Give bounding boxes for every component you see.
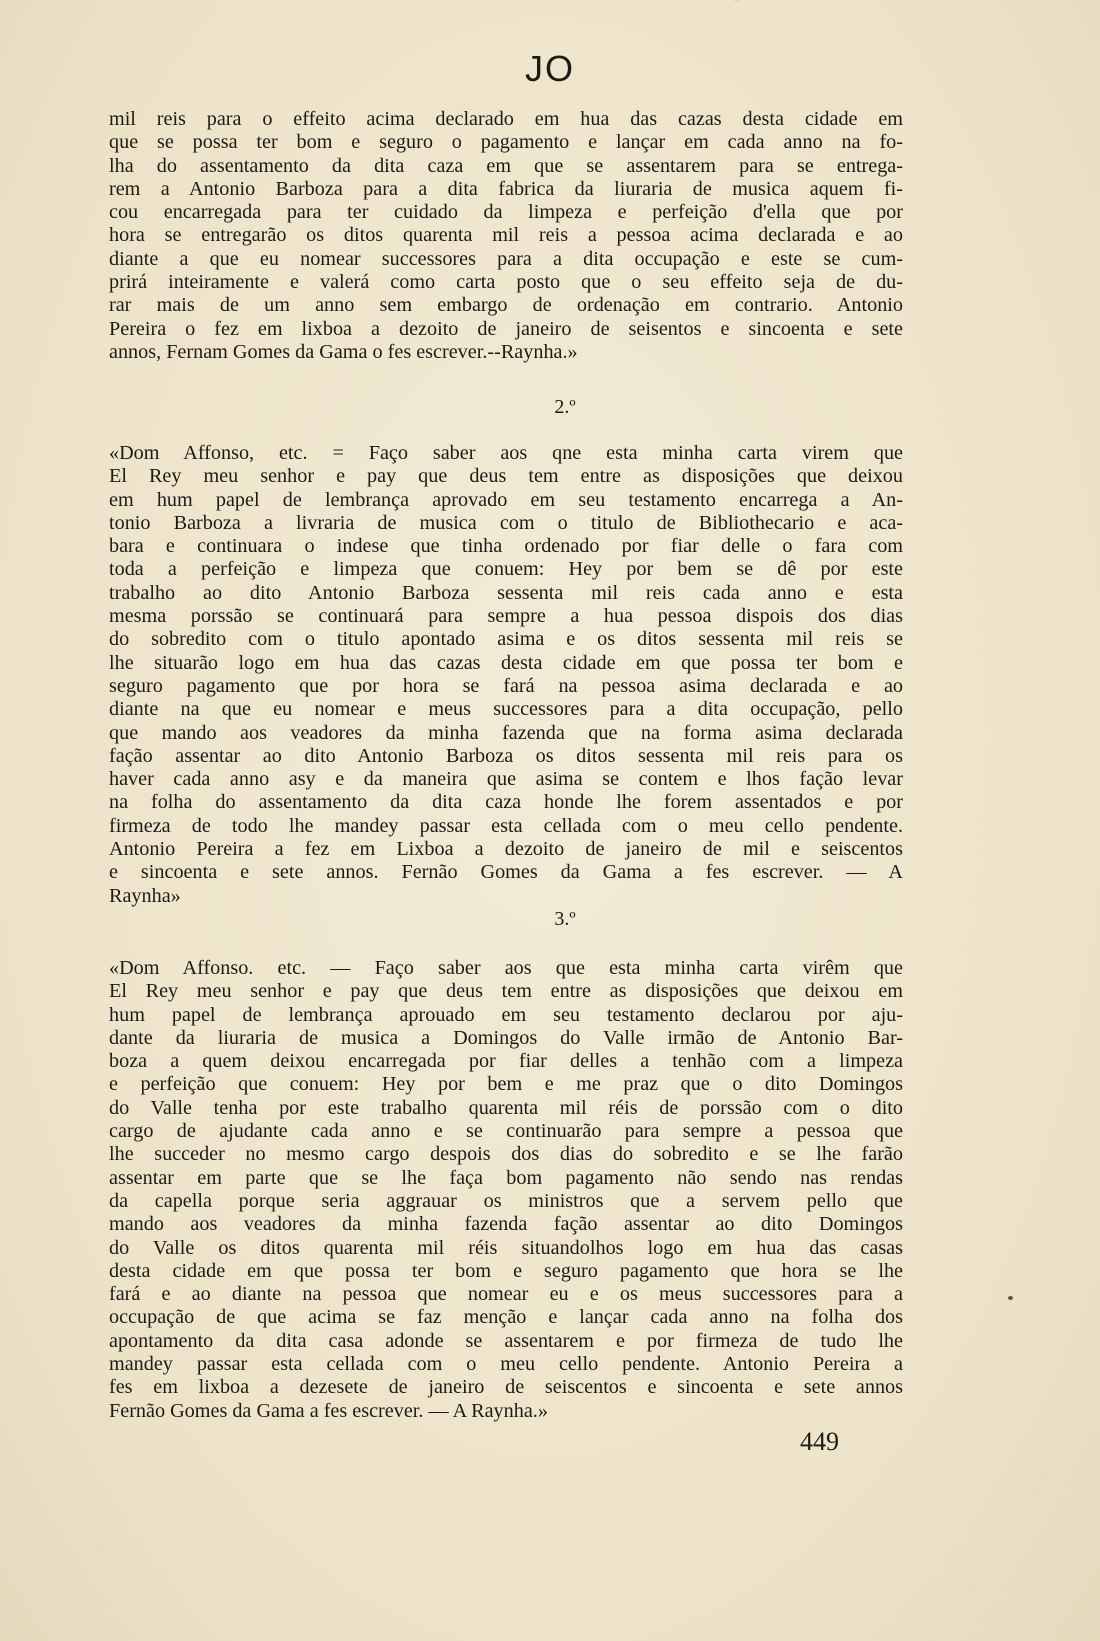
section-number-2: 2.º — [554, 396, 576, 418]
text-line: fará e ao diante na pessoa que nomear eu e os meus successores para a — [109, 1283, 903, 1306]
paragraph-block-3 — [109, 957, 903, 1423]
text-line: trabalho ao dito Antonio Barboza sessenta mil reis cada anno e esta — [109, 581, 903, 604]
text-line: em hum papel de lembrança aprovado em seu testamento encarrega a An- — [109, 488, 903, 511]
text-line: assentar em parte que se lhe faça bom pagamento não sendo nas rendas — [109, 1166, 903, 1189]
text-line: na folha do assentamento da dita caza honde lhe forem assentados e por — [109, 791, 903, 814]
text-line: desta cidade em que possa ter bom e seguro pagamento que hora se lhe — [109, 1259, 903, 1282]
text-line: fes em lixboa a dezesete de janeiro de seiscentos e sincoenta e sete annos — [109, 1376, 903, 1399]
paragraph-block-2 — [109, 442, 903, 908]
text-line: fação assentar ao dito Antonio Barboza os ditos sessenta mil reis para os — [109, 744, 903, 767]
text-line: que mando aos veadores da minha fazenda que na forma asima declarada — [109, 721, 903, 744]
text-line: e perfeição que conuem: Hey por bem e me praz que o dito Domingos — [109, 1073, 903, 1096]
text-line: do Valle tenha por este trabalho quarenta mil réis de porssão com o dito — [109, 1096, 903, 1119]
text-line: El Rey meu senhor e pay que deus tem entre as disposições que deixou em — [109, 980, 903, 1003]
text-line: Raynha» — [109, 884, 181, 907]
text-line: diante na que eu nomear e meus successores para a dita occupação, pello — [109, 698, 903, 721]
text-line: do sobredito com o titulo apontado asima e os ditos sessenta mil reis se — [109, 628, 903, 651]
text-line: hum papel de lembrança aprouado em seu testamento declarou por aju- — [109, 1003, 903, 1026]
text-line: El Rey meu senhor e pay que deus tem entre as disposições que deixou — [109, 465, 903, 488]
text-line: tonio Barboza a livraria de musica com o titulo de Bibliothecario e aca- — [109, 511, 903, 534]
text-line: e sincoenta e sete annos. Fernão Gomes da Gama a fes escrever. — A — [109, 861, 903, 884]
text-line: seguro pagamento que por hora se fará na pessoa asima declarada e ao — [109, 674, 903, 697]
text-line: Antonio Pereira a fez em Lixboa a dezoito de janeiro de mil e seiscentos — [109, 838, 903, 861]
text-line: mil reis para o effeito acima declarado em hua das cazas desta cidade em — [109, 108, 903, 130]
text-line: firmeza de todo lhe mandey passar esta cellada com o meu cello pendente. — [109, 814, 903, 837]
text-line: diante a que eu nomear successores para a dita occupação e este se cum- — [109, 247, 903, 270]
text-line: boza a quem deixou encarregada por fiar delles a tenhão com a limpeza — [109, 1050, 903, 1073]
text-line: cargo de ajudante cada anno e se continuarão para sempre a pessoa que — [109, 1120, 903, 1143]
text-line: que se possa ter bom e seguro o pagamento e lançar em cada anno na fo- — [109, 131, 903, 154]
page-number: 449 — [800, 1427, 839, 1456]
text-line: occupação de que acima se faz menção e lançar cada anno na folha dos — [109, 1306, 903, 1329]
text-line: dante da liuraria de musica a Domingos do Valle irmão de Antonio Bar- — [109, 1026, 903, 1049]
text-line: lhe situarão logo em hua das cazas desta cidade em que possa ter bom e — [109, 651, 903, 674]
text-line: da capella porque seria aggrauar os ministros que a servem pello que — [109, 1189, 903, 1212]
text-line: haver cada anno asy e da maneira que asima se contem e lhos fação levar — [109, 768, 903, 791]
running-head: JO — [524, 48, 575, 89]
text-line: bara e continuara o indese que tinha ordenado por fiar delle o fara com — [109, 535, 903, 558]
text-line: mando aos veadores da minha fazenda fação assentar ao dito Domingos — [109, 1213, 903, 1236]
text-line: «Dom Affonso, etc. = Faço saber aos qne esta minha carta virem que — [109, 442, 903, 464]
text-line: toda a perfeição e limpeza que conuem: Hey por bem se dê por este — [109, 558, 903, 581]
text-line: lha do assentamento da dita caza em que se assentarem para se entrega- — [109, 154, 903, 177]
text-line: «Dom Affonso. etc. — Faço saber aos que esta minha carta virêm que — [109, 957, 903, 979]
text-line: lhe succeder no mesmo cargo despois dos dias do sobredito e se lhe farão — [109, 1143, 903, 1166]
paragraph-block-1 — [109, 108, 903, 364]
text-line: cou encarregada para ter cuidado da limpeza e perfeição d'ella que por — [109, 201, 903, 224]
text-line: Pereira o fez em lixboa a dezoito de janeiro de seisentos e sincoenta e sete — [109, 317, 903, 340]
text-line: apontamento da dita casa adonde se assentarem e por firmeza de tudo lhe — [109, 1329, 903, 1352]
text-line: annos, Fernam Gomes da Gama o fes escrever.--Raynha.» — [109, 340, 578, 363]
paper-crease — [735, 0, 817, 19]
text-line: do Valle os ditos quarenta mil réis situandolhos logo em hua das casas — [109, 1236, 903, 1259]
text-line: rem a Antonio Barboza para a dita fabrica da liuraria de musica aquem fi- — [109, 177, 903, 200]
text-line: mesma porssão se continuará para sempre a hua pessoa dispois dos dias — [109, 605, 903, 628]
text-line: hora se entregarão os ditos quarenta mil reis a pessoa acima declarada e ao — [109, 224, 903, 247]
ink-speck — [1008, 1296, 1013, 1300]
text-line: prirá inteiramente e valerá como carta posto que o seu effeito seja de du- — [109, 271, 903, 294]
text-line: mandey passar esta cellada com o meu cello pendente. Antonio Pereira a — [109, 1353, 903, 1376]
text-line: Fernão Gomes da Gama a fes escrever. — A Raynha.» — [109, 1399, 548, 1422]
text-line: rar mais de um anno sem embargo de ordenação em contrario. Antonio — [109, 294, 903, 317]
section-number-3: 3.º — [554, 908, 576, 930]
